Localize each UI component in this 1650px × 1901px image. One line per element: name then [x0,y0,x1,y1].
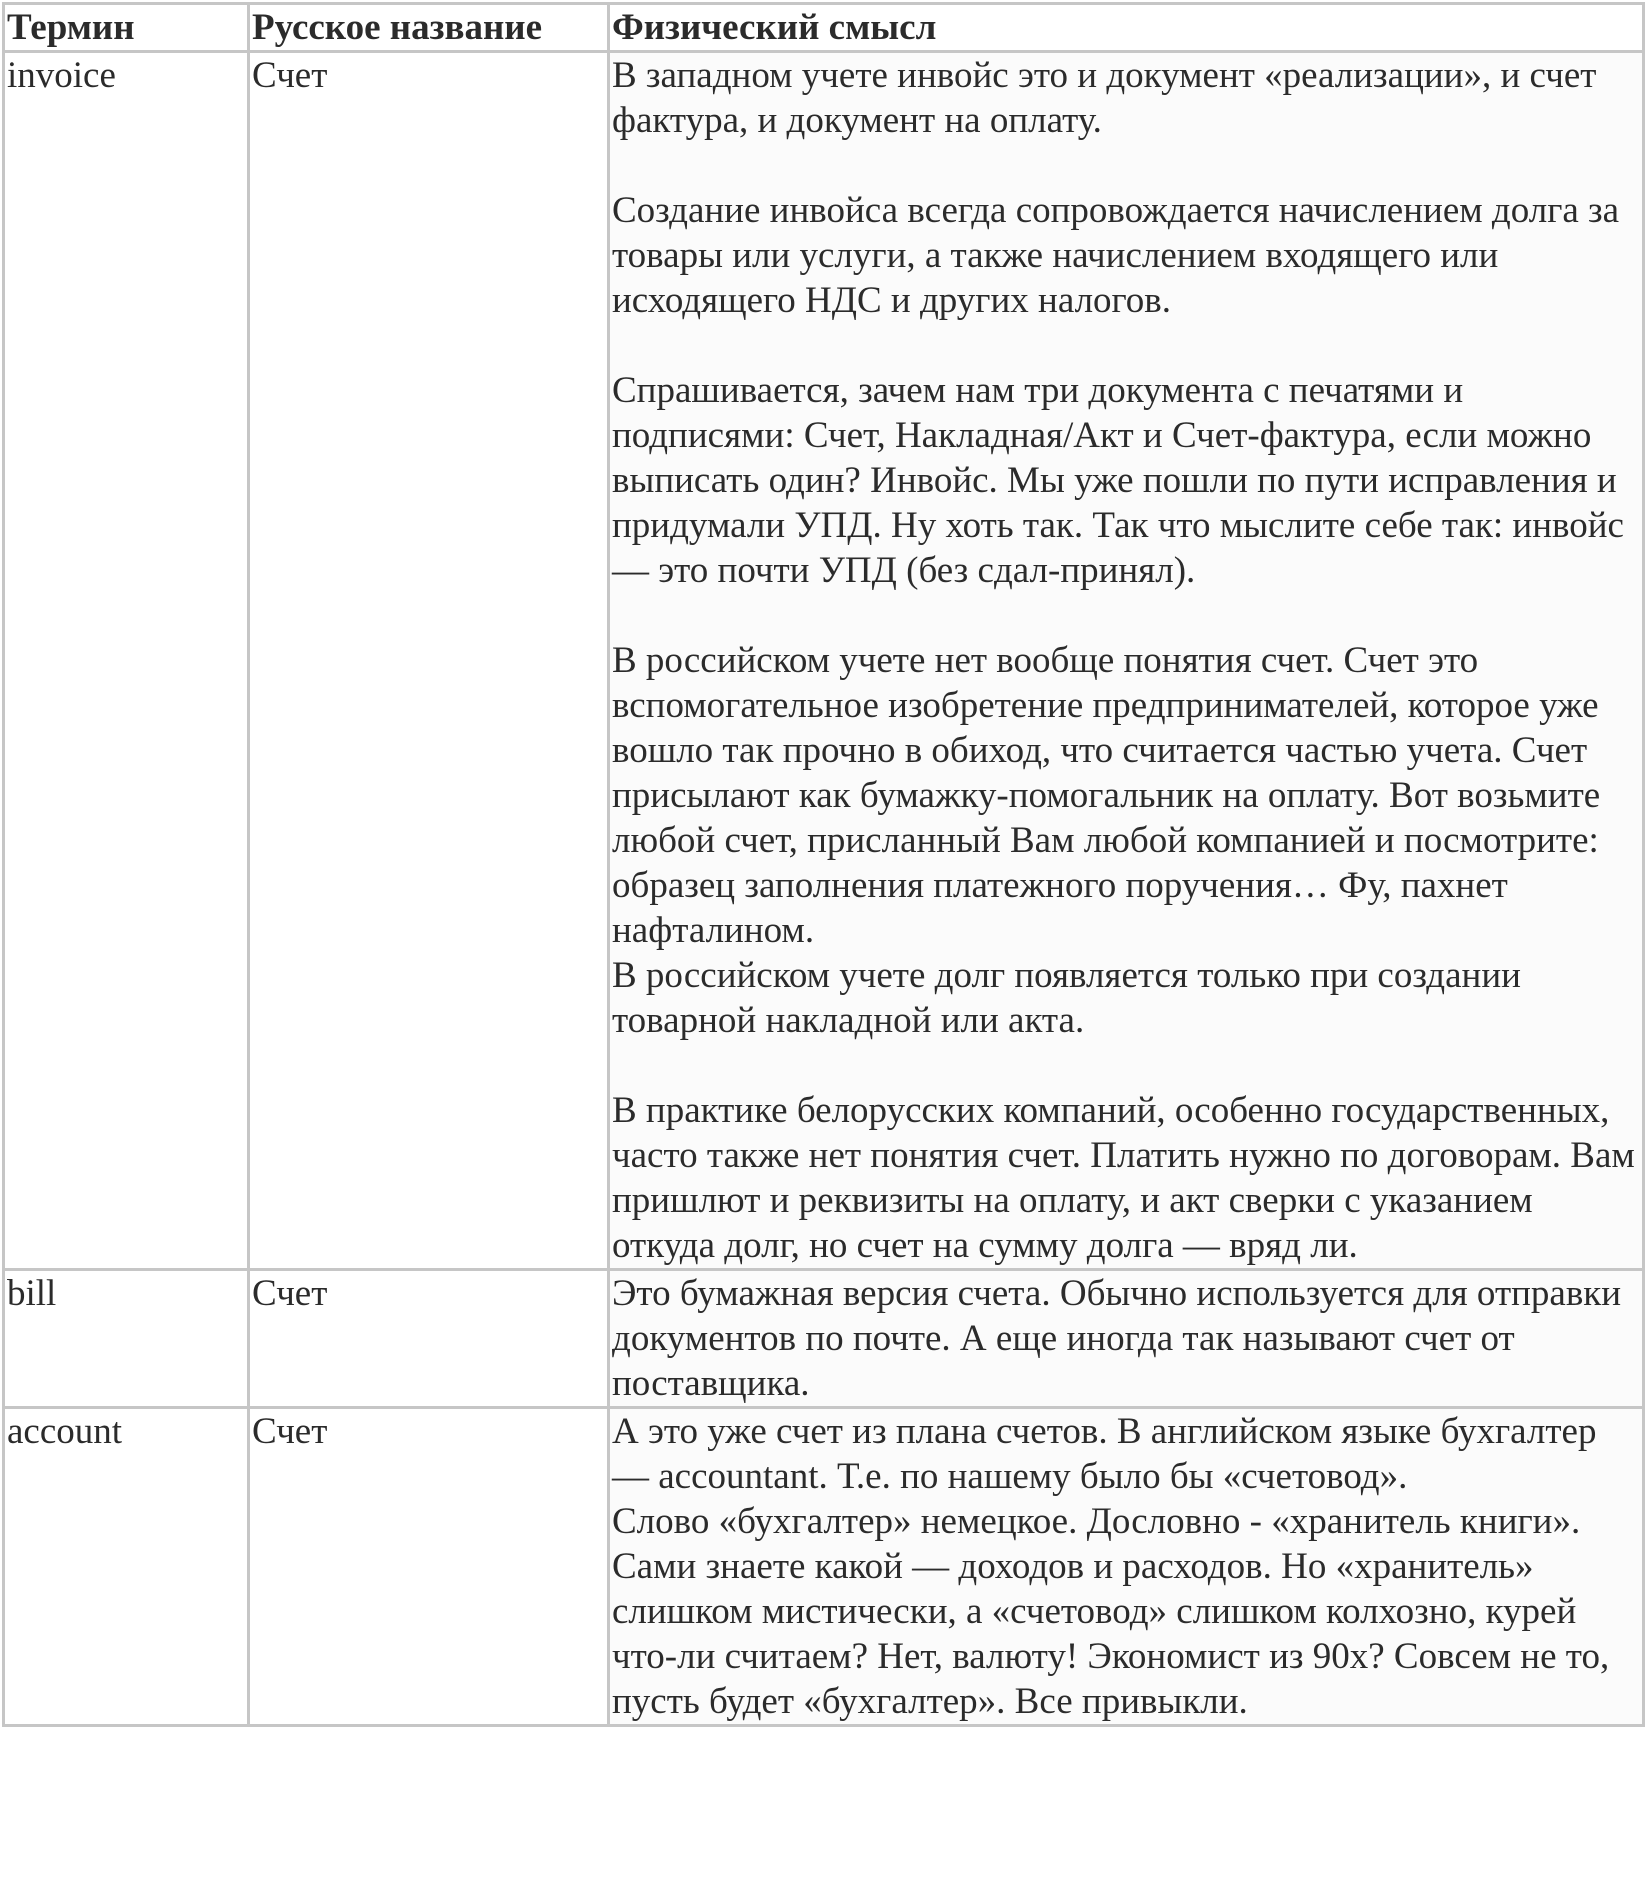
header-meaning: Физический смысл [609,4,1644,52]
term-cell: account [4,1408,249,1726]
russian-name-cell: Счет [249,1270,609,1408]
header-russian-name: Русское название [249,4,609,52]
table-row-bill [4,1270,1644,1408]
meaning-paragraph: В практике белорусских компаний, особенно государственных, часто также нет понятия счет. Платить нужно по договорам. Вам пришлют и реквизиты на оплату, и акт сверки с указанием откуда долг, но счет на сумму долга — вряд ли. [612,1090,1635,1266]
meaning-cell [609,52,1644,1270]
russian-name-cell: Счет [249,1408,609,1726]
meaning-paragraph: Это бумажная версия счета. Обычно используется для отправки документов по почте. А еще иногда так называют счет от поставщика. [612,1273,1622,1404]
meaning-paragraph: Слово «бухгалтер» немецкое. Дословно - «хранитель книги». Сами знаете какой — доходов и расходов. Но «хранитель» слишком мистически, а «счетовод» слишком колхозно, курей что-ли считаем? Нет, валюту! Экономист из 90х? Совсем не то, пусть будет «бухгалтер». Все привыкли. [612,1501,1610,1722]
term-cell: invoice [4,52,249,1270]
meaning-paragraph: В западном учете инвойс это и документ «реализации», и счет фактура, и документ на оплату. [612,55,1597,141]
table-row-account [4,1408,1644,1726]
meaning-cell [609,1408,1644,1726]
header-term: Термин [4,4,249,52]
term-cell: bill [4,1270,249,1408]
meaning-paragraph: В российском учете долг появляется только при создании товарной накладной или акта. [612,955,1521,1041]
glossary-table [2,2,1645,1727]
meaning-paragraph: В российском учете нет вообще понятия счет. Счет это вспомогательное изобретение предпринимателей, которое уже вошло так прочно в обиход, что считается частью учета. Счет присылают как бумажку-помогальник на оплату. Вот возьмите любой счет, присланный Вам любой компанией и посмотрите: образец заполнения платежного поручения… Фу, пахнет нафталином. [612,640,1601,951]
meaning-paragraph: А это уже счет из плана счетов. В английском языке бухгалтер — accountant. Т.е. по нашему было бы «счетовод». [612,1411,1597,1497]
meaning-cell [609,1270,1644,1408]
russian-name-cell: Счет [249,52,609,1270]
meaning-paragraph: Создание инвойса всегда сопровождается начислением долга за товары или услуги, а также начислением входящего или исходящего НДС и других налогов. [612,190,1620,321]
table-row-invoice [4,52,1644,1270]
header-row [4,4,1644,52]
meaning-paragraph: Спрашивается, зачем нам три документа с печатями и подписями: Счет, Накладная/Акт и Счет-фактура, если можно выписать один? Инвойс. Мы уже пошли по пути исправления и придумали УПД. Ну хоть так. Так что мыслите себе так: инвойс — это почти УПД (без сдал-принял). [612,370,1624,591]
